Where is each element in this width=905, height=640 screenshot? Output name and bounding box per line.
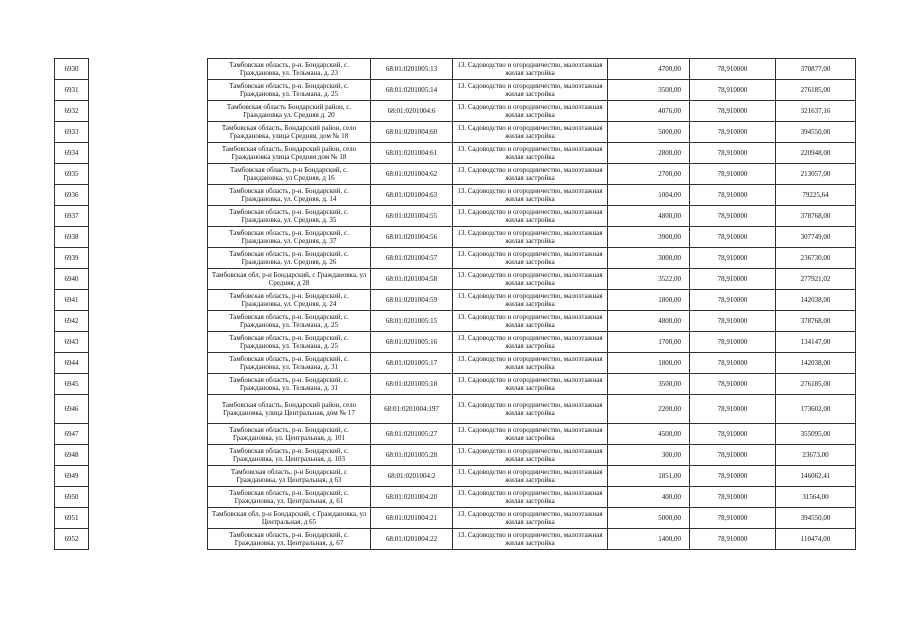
row-number: 6936 [55, 185, 89, 206]
row-number: 6937 [55, 206, 89, 227]
cadastral-number-cell: 68:01:0201004:58 [371, 269, 453, 290]
area-cell: 3500,00 [608, 80, 690, 101]
rate-cell: 78,910000 [690, 227, 776, 248]
spacer-cell [89, 466, 208, 487]
address-cell: Тамбовская область, р-н. Бондарский, с. Граждановка, ул. Средняя, д. 35 [208, 206, 371, 227]
area-cell: 400,00 [608, 487, 690, 508]
row-number: 6951 [55, 508, 89, 529]
cadastral-value-cell: 31564,00 [776, 487, 856, 508]
spacer-cell [89, 424, 208, 445]
land-use-cell: 13. Садоводство и огородничество, малоэтажная жилая застройка [453, 122, 608, 143]
table-row [55, 248, 856, 269]
cadastral-value-cell: 394550,00 [776, 122, 856, 143]
row-number: 6939 [55, 248, 89, 269]
area-cell: 1800,00 [608, 353, 690, 374]
cadastral-value-cell: 277921,02 [776, 269, 856, 290]
land-use-cell: 13. Садоводство и огородничество, малоэтажная жилая застройка [453, 101, 608, 122]
area-cell: 3000,00 [608, 248, 690, 269]
table-row [55, 508, 856, 529]
rate-cell: 78,910000 [690, 80, 776, 101]
rate-cell: 78,910000 [690, 332, 776, 353]
spacer-cell [89, 445, 208, 466]
rate-cell: 78,910000 [690, 143, 776, 164]
address-cell: Тамбовская область, р-н Бондарский, с Граждановка, ул Центральная, д 63 [208, 466, 371, 487]
spacer-cell [89, 374, 208, 395]
spacer-cell [89, 487, 208, 508]
cadastral-number-cell: 68:01:0201004:21 [371, 508, 453, 529]
land-use-cell: 13. Садоводство и огородничество, малоэтажная жилая застройка [453, 248, 608, 269]
cadastral-number-cell: 68:01:0201005:18 [371, 374, 453, 395]
rate-cell: 78,910000 [690, 395, 776, 424]
table-row [55, 353, 856, 374]
table-row [55, 424, 856, 445]
area-cell: 4800,00 [608, 311, 690, 332]
cadastral-value-cell: 142038,00 [776, 290, 856, 311]
address-cell: Тамбовская область, р-н. Бондарский, с. Граждановка, ул. Средняя, д. 37 [208, 227, 371, 248]
cadastral-value-cell: 236730,00 [776, 248, 856, 269]
area-cell: 2700,00 [608, 164, 690, 185]
rate-cell: 78,910000 [690, 290, 776, 311]
rate-cell: 78,910000 [690, 445, 776, 466]
table-row [55, 59, 856, 80]
row-number: 6930 [55, 59, 89, 80]
rate-cell: 78,910000 [690, 164, 776, 185]
cadastral-number-cell: 68:01:0201004:55 [371, 206, 453, 227]
cadastral-value-cell: 355095,00 [776, 424, 856, 445]
rate-cell: 78,910000 [690, 59, 776, 80]
cadastral-number-cell: 68:01:0201004:60 [371, 122, 453, 143]
land-use-cell: 13. Садоводство и огородничество, малоэтажная жилая застройка [453, 529, 608, 550]
spacer-cell [89, 353, 208, 374]
row-number: 6944 [55, 353, 89, 374]
rate-cell: 78,910000 [690, 248, 776, 269]
cadastral-value-cell: 173602,00 [776, 395, 856, 424]
cadastral-number-cell: 68:01:0201004:63 [371, 185, 453, 206]
land-use-cell: 13. Садоводство и огородничество, малоэтажная жилая застройка [453, 164, 608, 185]
area-cell: 300,00 [608, 445, 690, 466]
area-cell: 3900,00 [608, 227, 690, 248]
spacer-cell [89, 101, 208, 122]
address-cell: Тамбовская обл, р-н Бондарский, с Граждановка, ул Центральная, д 65 [208, 508, 371, 529]
rate-cell: 78,910000 [690, 374, 776, 395]
land-use-cell: 13. Садоводство и огородничество, малоэтажная жилая застройка [453, 395, 608, 424]
cadastral-value-cell: 394550,00 [776, 508, 856, 529]
spacer-cell [89, 332, 208, 353]
address-cell: Тамбовская область, р-н. Бондарский, с. Граждановка, ул. Центральная, д. 103 [208, 445, 371, 466]
area-cell: 4500,00 [608, 424, 690, 445]
area-cell: 5000,00 [608, 122, 690, 143]
rate-cell: 78,910000 [690, 185, 776, 206]
address-cell: Тамбовская область, р-н. Бондарский, с. Граждановка, ул. Средняя, д. 24 [208, 290, 371, 311]
table-row [55, 487, 856, 508]
cadastral-number-cell: 68:01:0201004:2 [371, 466, 453, 487]
spacer-cell [89, 227, 208, 248]
spacer-cell [89, 59, 208, 80]
table-row [55, 101, 856, 122]
area-cell: 5000,00 [608, 508, 690, 529]
table-row [55, 374, 856, 395]
land-use-cell: 13. Садоводство и огородничество, малоэтажная жилая застройка [453, 269, 608, 290]
land-use-cell: 13. Садоводство и огородничество, малоэтажная жилая застройка [453, 290, 608, 311]
land-use-cell: 13. Садоводство и огородничество, малоэтажная жилая застройка [453, 206, 608, 227]
spacer-cell [89, 185, 208, 206]
cadastral-number-cell: 68:01:0201004:6 [371, 101, 453, 122]
table-row [55, 80, 856, 101]
row-number: 6931 [55, 80, 89, 101]
table-row [55, 290, 856, 311]
land-use-cell: 13. Садоводство и огородничество, малоэтажная жилая застройка [453, 59, 608, 80]
land-use-cell: 13. Садоводство и огородничество, малоэтажная жилая застройка [453, 332, 608, 353]
cadastral-value-cell: 378768,00 [776, 206, 856, 227]
table-row [55, 206, 856, 227]
cadastral-value-cell: 378768,00 [776, 311, 856, 332]
spacer-cell [89, 143, 208, 164]
land-use-cell: 13. Садоводство и огородничество, малоэтажная жилая застройка [453, 445, 608, 466]
row-number: 6938 [55, 227, 89, 248]
cadastral-value-cell: 213057,00 [776, 164, 856, 185]
table-row [55, 332, 856, 353]
cadastral-number-cell: 68:01:0201005:15 [371, 311, 453, 332]
address-cell: Тамбовская область, р-н. Бондарский, с. Граждановка, ул. Тельмана, д. 31 [208, 353, 371, 374]
cadastral-value-cell: 110474,00 [776, 529, 856, 550]
cadastral-value-cell: 276185,00 [776, 80, 856, 101]
land-use-cell: 13. Садоводство и огородничество, малоэтажная жилая застройка [453, 311, 608, 332]
rate-cell: 78,910000 [690, 206, 776, 227]
address-cell: Тамбовская область, р-н. Бондарский, с. Граждановка, ул. Средняя, д. 14 [208, 185, 371, 206]
area-cell: 2200,00 [608, 395, 690, 424]
row-number: 6941 [55, 290, 89, 311]
area-cell: 1004,00 [608, 185, 690, 206]
spacer-cell [89, 122, 208, 143]
rate-cell: 78,910000 [690, 269, 776, 290]
area-cell: 3500,00 [608, 374, 690, 395]
spacer-cell [89, 508, 208, 529]
rate-cell: 78,910000 [690, 508, 776, 529]
land-use-cell: 13. Садоводство и огородничество, малоэтажная жилая застройка [453, 80, 608, 101]
area-cell: 1400,00 [608, 529, 690, 550]
address-cell: Тамбовская область, Бондарский район, село Граждановка улица Средняя дом № 18 [208, 143, 371, 164]
cadastral-number-cell: 68:01:0201005:16 [371, 332, 453, 353]
table-row [55, 269, 856, 290]
cadastral-number-cell: 68:01:0201004:22 [371, 529, 453, 550]
spacer-cell [89, 80, 208, 101]
rate-cell: 78,910000 [690, 487, 776, 508]
area-cell: 4800,00 [608, 206, 690, 227]
address-cell: Тамбовская обл, р-н Бондарский, с Граждановка, ул Средняя, д 28 [208, 269, 371, 290]
land-use-cell: 13. Садоводство и огородничество, малоэтажная жилая застройка [453, 487, 608, 508]
table-row [55, 143, 856, 164]
row-number: 6934 [55, 143, 89, 164]
cadastral-number-cell: 68:01:0201004:59 [371, 290, 453, 311]
spacer-cell [89, 395, 208, 424]
table-row [55, 164, 856, 185]
rate-cell: 78,910000 [690, 311, 776, 332]
row-number: 6947 [55, 424, 89, 445]
address-cell: Тамбовская область, Бондарский район, село Граждановка, улица Центральная, дом № 17 [208, 395, 371, 424]
cadastral-number-cell: 68:01:0201004:197 [371, 395, 453, 424]
table-row [55, 466, 856, 487]
land-use-cell: 13. Садоводство и огородничество, малоэтажная жилая застройка [453, 508, 608, 529]
cadastral-number-cell: 68:01:0201004:62 [371, 164, 453, 185]
table-body [55, 59, 856, 550]
spacer-cell [89, 311, 208, 332]
row-number: 6935 [55, 164, 89, 185]
cadastral-value-cell: 142038,00 [776, 353, 856, 374]
address-cell: Тамбовская область, р-н. Бондарский, с. Граждановка, ул. Тельмана, д. 31 [208, 374, 371, 395]
address-cell: Тамбовская область, р-н. Бондарский, с. Граждановка, ул. Средняя, д. 26 [208, 248, 371, 269]
row-number: 6946 [55, 395, 89, 424]
land-use-cell: 13. Садоводство и огородничество, малоэтажная жилая застройка [453, 143, 608, 164]
row-number: 6952 [55, 529, 89, 550]
land-use-cell: 13. Садоводство и огородничество, малоэтажная жилая застройка [453, 424, 608, 445]
rate-cell: 78,910000 [690, 101, 776, 122]
row-number: 6948 [55, 445, 89, 466]
table-row [55, 185, 856, 206]
table-row [55, 122, 856, 143]
row-number: 6949 [55, 466, 89, 487]
address-cell: Тамбовская область, р-н. Бондарский, с. Граждановка, ул. Центральная, д. 101 [208, 424, 371, 445]
address-cell: Тамбовская область, р-н. Бондарский, с. Граждановка, ул. Тельмана, д. 23 [208, 59, 371, 80]
land-use-cell: 13. Садоводство и огородничество, малоэтажная жилая застройка [453, 374, 608, 395]
rate-cell: 78,910000 [690, 466, 776, 487]
row-number: 6950 [55, 487, 89, 508]
table-row [55, 311, 856, 332]
cadastral-number-cell: 68:01:0201004:20 [371, 487, 453, 508]
cadastral-value-cell: 370877,00 [776, 59, 856, 80]
cadastral-number-cell: 68:01:0201005:28 [371, 445, 453, 466]
area-cell: 4076,00 [608, 101, 690, 122]
address-cell: Тамбовская область, Бондарский район, село Граждановка, улица Средняя, дом № 18 [208, 122, 371, 143]
spacer-cell [89, 248, 208, 269]
address-cell: Тамбовская область, р-н. Бондарский, с. Граждановка, ул. Тельмана, д. 25 [208, 80, 371, 101]
land-use-cell: 13. Садоводство и огородничество, малоэтажная жилая застройка [453, 185, 608, 206]
address-cell: Тамбовская область, р-н. Бондарский, с. Граждановка, ул. Тельмана, д. 25 [208, 332, 371, 353]
row-number: 6933 [55, 122, 89, 143]
area-cell: 3522,00 [608, 269, 690, 290]
row-number: 6943 [55, 332, 89, 353]
address-cell: Тамбовская область, р-н. Бондарский, с. Граждановка, ул. Центральная, д. 67 [208, 529, 371, 550]
cadastral-value-cell: 276185,00 [776, 374, 856, 395]
table-row [55, 395, 856, 424]
rate-cell: 78,910000 [690, 424, 776, 445]
area-cell: 1800,00 [608, 290, 690, 311]
row-number: 6945 [55, 374, 89, 395]
row-number: 6932 [55, 101, 89, 122]
spacer-cell [89, 206, 208, 227]
cadastral-value-cell: 79225,64 [776, 185, 856, 206]
cadastral-number-cell: 68:01:0201004:57 [371, 248, 453, 269]
cadastral-value-cell: 321637,16 [776, 101, 856, 122]
rate-cell: 78,910000 [690, 122, 776, 143]
cadastral-value-cell: 220948,00 [776, 143, 856, 164]
cadastral-number-cell: 68:01:0201005:14 [371, 80, 453, 101]
land-use-cell: 13. Садоводство и огородничество, малоэтажная жилая застройка [453, 353, 608, 374]
land-use-cell: 13. Садоводство и огородничество, малоэтажная жилая застройка [453, 466, 608, 487]
rate-cell: 78,910000 [690, 353, 776, 374]
area-cell: 2800,00 [608, 143, 690, 164]
cadastral-value-cell: 23673,00 [776, 445, 856, 466]
area-cell: 4700,00 [608, 59, 690, 80]
land-use-cell: 13. Садоводство и огородничество, малоэтажная жилая застройка [453, 227, 608, 248]
address-cell: Тамбовская область Бондарский район, с. Граждановка ул. Средняя д. 20 [208, 101, 371, 122]
cadastral-number-cell: 68:01:0201005:27 [371, 424, 453, 445]
cadastral-value-cell: 134147,00 [776, 332, 856, 353]
table-row [55, 445, 856, 466]
table-row [55, 529, 856, 550]
area-cell: 1851,00 [608, 466, 690, 487]
table-row [55, 227, 856, 248]
cadastral-value-cell: 146062,41 [776, 466, 856, 487]
cadastral-number-cell: 68:01:0201005:17 [371, 353, 453, 374]
cadastral-number-cell: 68:01:0201004:56 [371, 227, 453, 248]
cadastral-value-cell: 307749,00 [776, 227, 856, 248]
cadastral-number-cell: 68:01:0201004:61 [371, 143, 453, 164]
spacer-cell [89, 269, 208, 290]
rate-cell: 78,910000 [690, 529, 776, 550]
cadastral-number-cell: 68:01:0201005:13 [371, 59, 453, 80]
address-cell: Тамбовская область, р-н Бондарский, с. Граждановка, ул Средняя, д 16 [208, 164, 371, 185]
address-cell: Тамбовская область, р-н. Бондарский, с. Граждановка, ул. Центральная, д. 61 [208, 487, 371, 508]
spacer-cell [89, 290, 208, 311]
parcel-table [54, 58, 856, 550]
spacer-cell [89, 529, 208, 550]
row-number: 6940 [55, 269, 89, 290]
address-cell: Тамбовская область, р-н. Бондарский, с. Граждановка, ул. Тельмана, д. 25 [208, 311, 371, 332]
row-number: 6942 [55, 311, 89, 332]
spacer-cell [89, 164, 208, 185]
area-cell: 1700,00 [608, 332, 690, 353]
